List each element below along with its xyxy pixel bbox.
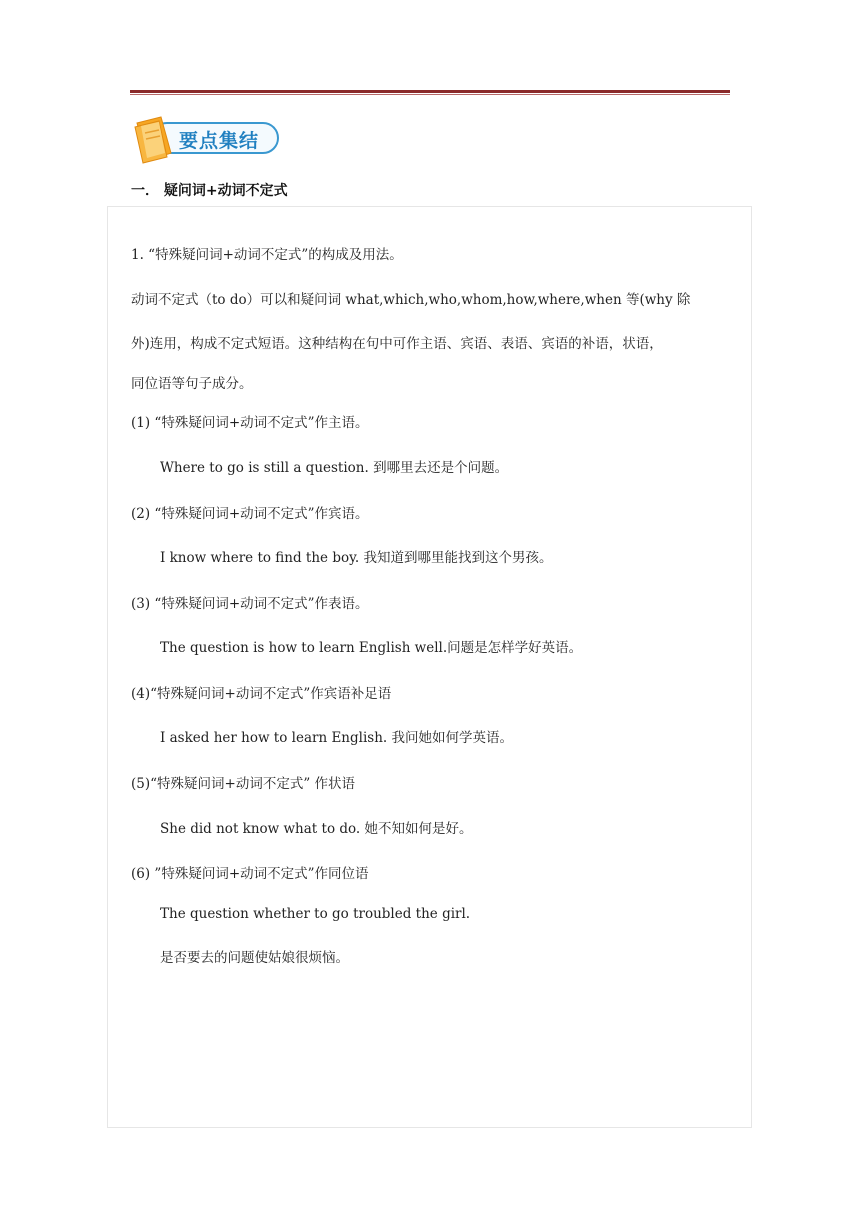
item-translation: 是否要去的问题使姑娘很烦恼。	[160, 950, 349, 966]
item-example: The question whether to go troubled the girl.	[160, 906, 471, 922]
item-example: Where to go is still a question. 到哪里去还是个问题。	[160, 460, 509, 476]
section-heading: 一． 疑问词+动词不定式	[131, 183, 288, 199]
item-example: I know where to find the boy. 我知道到哪里能找到这个男孩。	[160, 550, 553, 566]
intro-title: 1. “特殊疑问词+动词不定式”的构成及用法。	[131, 247, 403, 263]
item-example: She did not know what to do. 她不知如何是好。	[160, 821, 473, 837]
intro-line: 动词不定式（to do）可以和疑问词 what,which,who,whom,how,where,when 等(why 除	[131, 292, 691, 308]
item-example: I asked her how to learn English. 我问她如何学英语。	[160, 730, 513, 746]
intro-line: 同位语等句子成分。	[131, 376, 253, 392]
header-rule	[130, 90, 730, 96]
item-heading: (4)“特殊疑问词+动词不定式”作宾语补足语	[131, 686, 392, 702]
item-heading: (6) ”特殊疑问词+动词不定式”作同位语	[131, 866, 369, 882]
item-heading: (2) “特殊疑问词+动词不定式”作宾语。	[131, 506, 369, 522]
item-heading: (1) “特殊疑问词+动词不定式”作主语。	[131, 415, 369, 431]
banner-title: 要点集结	[179, 130, 260, 152]
intro-line: 外)连用，构成不定式短语。这种结构在句中可作主语、宾语、表语、宾语的补语，状语，	[131, 336, 663, 352]
item-example: The question is how to learn English well.问题是怎样学好英语。	[160, 640, 583, 656]
book-icon	[131, 113, 177, 165]
section-banner	[131, 113, 283, 165]
item-heading: (3) “特殊疑问词+动词不定式”作表语。	[131, 596, 369, 612]
item-heading: (5)“特殊疑问词+动词不定式” 作状语	[131, 776, 356, 792]
